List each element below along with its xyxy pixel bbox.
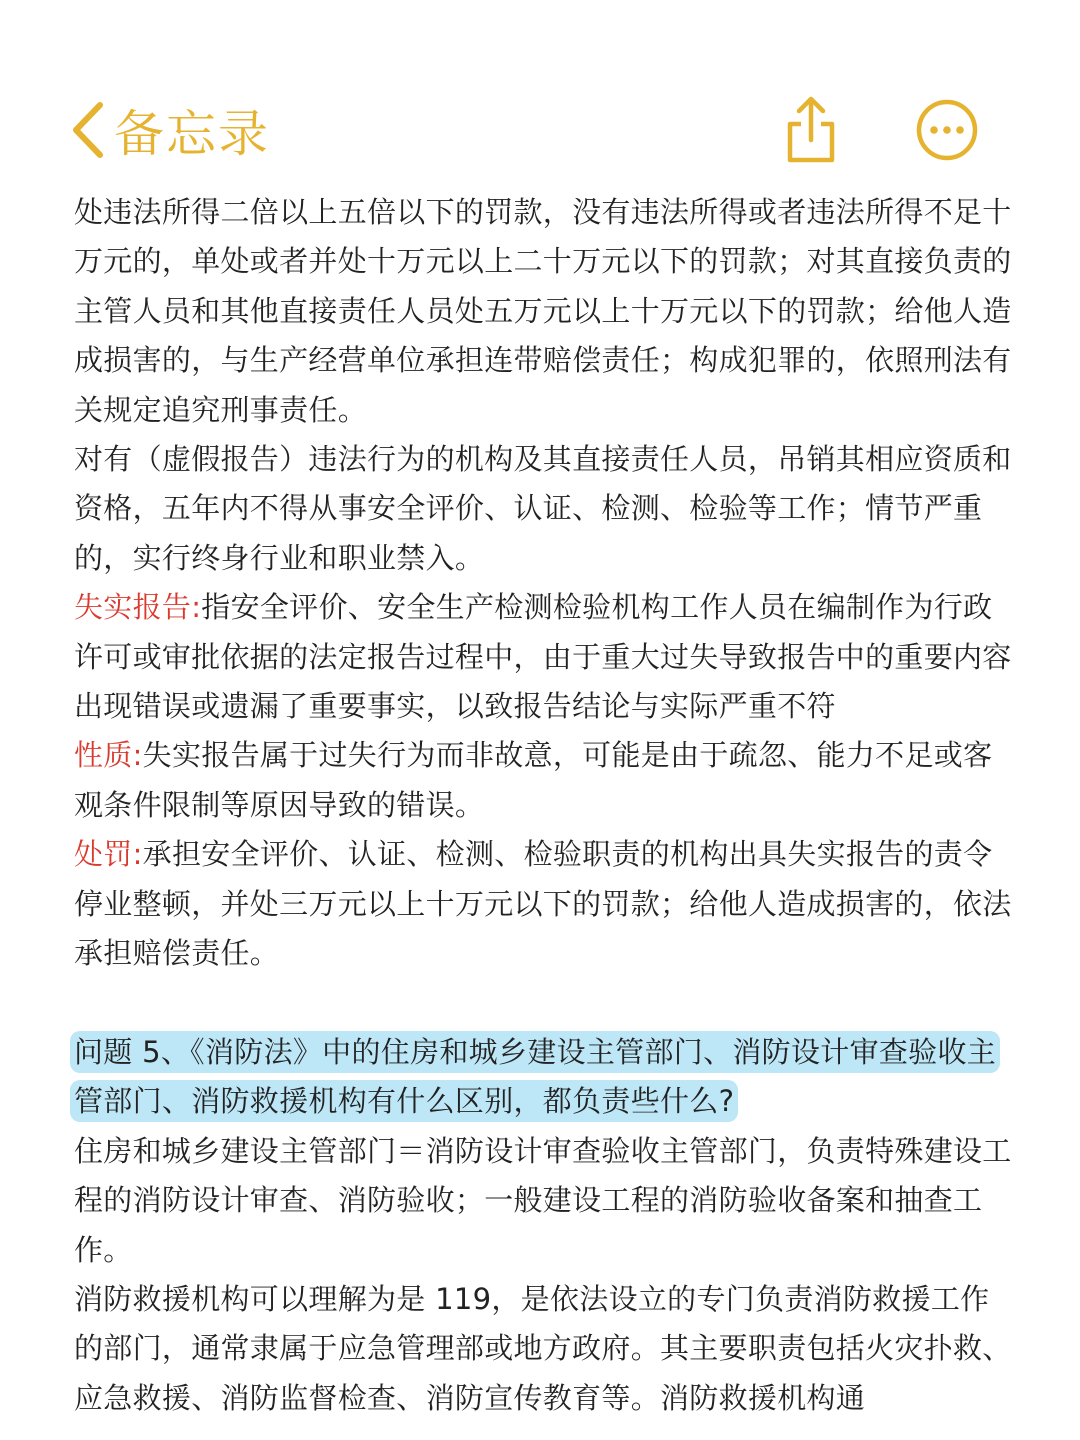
label-nature: 性质:: [74, 738, 143, 773]
label-punishment: 处罚:: [74, 837, 143, 872]
paragraph-text: 承担安全评价、认证、检测、检验职责的机构出具失实报告的责令停业整顿，并处三万元以上十万元以下的罚款；给他人造成损害的，依法承担赔偿责任。: [74, 837, 1012, 971]
answer-fire-rescue: [74, 1275, 1014, 1423]
question-heading: [74, 1028, 1024, 1127]
more-icon: [915, 147, 979, 166]
label-inaccurate-report: 失实报告:: [74, 590, 202, 625]
share-icon: [780, 151, 842, 170]
paragraph-text: 处违法所得二倍以上五倍以下的罚款，没有违法所得或者违法所得不足十万元的，单处或者并处十万元以上二十万元以下的罚款；对其直接负责的主管人员和其他直接责任人员处五万元以上十万元以下的罚款；给他人造成损害的，与生产经营单位承担连带赔偿责任；构成犯罪的，依照刑法有关规定追究刑事责任。: [74, 195, 1012, 427]
answer-housing-department: [74, 1127, 1014, 1275]
more-button[interactable]: [915, 98, 979, 162]
paragraph-text: 对有（虚假报告）违法行为的机构及其直接责任人员，吊销其相应资质和资格，五年内不得从事安全评价、认证、检测、检验等工作；情节严重的，实行终身行业和职业禁入。: [74, 442, 1012, 575]
chevron-left-icon: [70, 101, 106, 159]
paragraph-punishment: [74, 830, 1014, 978]
note-body[interactable]: [74, 188, 1014, 1423]
paragraph-inaccurate-report: [74, 583, 1014, 731]
back-button[interactable]: [70, 94, 270, 166]
question-highlight: 问题 5、《消防法》中的住房和城乡建设主管部门、消防设计审查验收主管部门、消防救援机构有什么区别，都负责些什么?: [74, 1034, 997, 1119]
paragraph-false-report: [74, 435, 1014, 583]
back-label: 备忘录: [114, 105, 270, 163]
paragraph-text: 住房和城乡建设主管部门＝消防设计审查验收主管部门，负责特殊建设工程的消防设计审查、消防验收；一般建设工程的消防验收备案和抽查工作。: [74, 1133, 1012, 1267]
blank-line: [74, 979, 1014, 1028]
paragraph-penalty: [74, 188, 1014, 435]
paragraph-nature: [74, 731, 1014, 830]
paragraph-text: 消防救援机构可以理解为是 119，是依法设立的专门负责消防救援工作的部门，通常隶属于应急管理部或地方政府。其主要职责包括火灾扑救、应急救援、消防监督检查、消防宣传教育等。消防救援机构通: [74, 1281, 1012, 1415]
paragraph-text: 失实报告属于过失行为而非故意，可能是由于疏忽、能力不足或客观条件限制等原因导致的错误。: [74, 738, 993, 822]
share-button[interactable]: [780, 94, 842, 166]
navigation-bar: [0, 80, 1080, 180]
paragraph-text: 指安全评价、安全生产检测检验机构工作人员在编制作为行政许可或审批依据的法定报告过程中，由于重大过失导致报告中的重要内容出现错误或遗漏了重要事实，以致报告结论与实际严重不符: [74, 590, 1012, 724]
